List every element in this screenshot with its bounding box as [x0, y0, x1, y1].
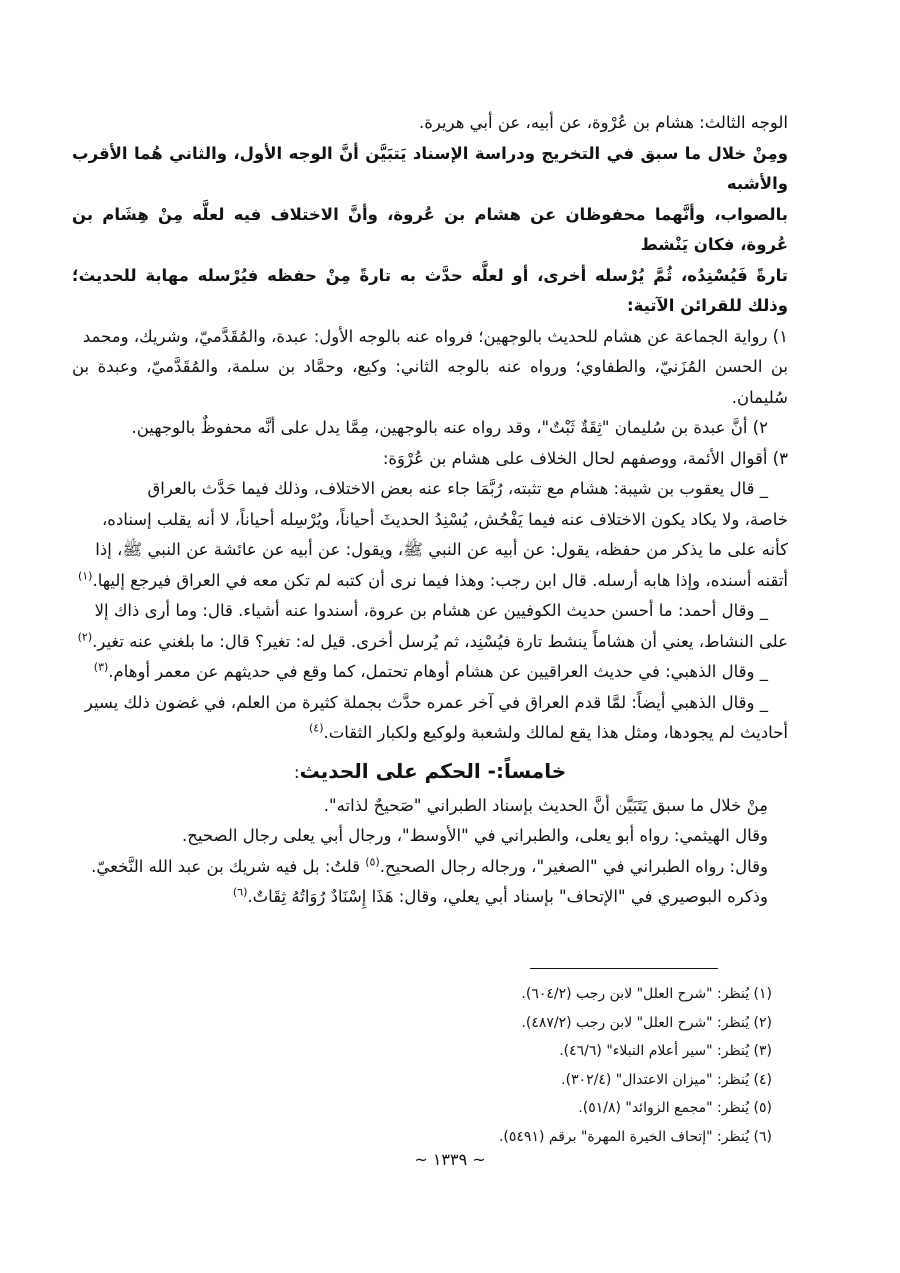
footnote-ref: (٢) — [77, 630, 93, 643]
text-line: ٢) أنَّ عبدة بن سُليمان "ثِقَةٌ ثَبْتٌ"، وقد رواه عنه بالوجهين، مِمَّا يدل على أنَّه محفوظٌ بالوجهين. — [131, 418, 768, 437]
text-line: وقال الهيثمي: رواه أبو يعلى، والطبراني في "الأوسط"، ورجال أبي يعلى رجال الصحيح. — [182, 826, 768, 845]
footnote: (٢) يُنظر: "شرح العلل" لابن رجب (٤٨٧/٢). — [521, 1014, 772, 1031]
footnote-ref: (٥) — [365, 855, 380, 868]
text-span: _ وقال الذهبي: في حديث العراقيين عن هشام أوهام تحتمل، كما وقع في حديثهم عن معمر أوهام. — [108, 662, 768, 681]
text-line: خاصة، ولا يكاد يكون الاختلاف عنه فيما يَفْحُش، يُسْنِدُ الحديثَ أحياناً، ويُرْسِله أحياناً، لا أنه يقلب إسناده، — [101, 509, 788, 529]
footnote: (٥) يُنظر: "مجمع الزوائد" (٥١/٨). — [578, 1100, 772, 1116]
heading-text: خامساً:- الحكم على الحديث — [299, 758, 567, 783]
text-line: _ وقال أحمد: ما أحسن حديث الكوفيين عن هشام بن عروة، أسندوا عنه أشياء. قال: وما أرى ذاك إلا — [94, 601, 768, 620]
text-line: بالصواب، وأنَّهما محفوظان عن هشام بن عُروة، وأنَّ الاختلاف فيه لعلَّه مِنْ هِشَام بن عُروة، فكان يَنْشط — [72, 204, 788, 254]
page-body — [72, 108, 788, 913]
text-line — [72, 718, 788, 749]
text-line: _ قال يعقوب بن شيبة: هشام مع تثبته، رُبَّمَا جاء عنه بعض الاختلاف، وذلك فيما حَدَّث بالعراق — [147, 479, 768, 498]
text-span: على النشاط، يعني أن هشاماً ينشط تارة فيُسْنِد، ثم يُرسل أخرى. قيل له: تغير؟ قال: ما بلغني عنه تغير. — [92, 631, 788, 651]
text-line: الوجه الثالث: هشام بن عُرْوة، عن أبيه، عن أبي هريرة. — [419, 113, 788, 132]
section-heading — [72, 753, 788, 791]
text-span: وقال: رواه الطبراني في "الصغير"، ورجاله رجال الصحيح. — [379, 856, 768, 876]
footnote: (٤) يُنظر: "ميزان الاعتدال" (٣٠٢/٤). — [561, 1071, 772, 1088]
footnote: (١) يُنظر: "شرح العلل" لابن رجب (٦٠٤/٢). — [521, 986, 772, 1002]
text-line: بن الحسن المُزَنيّ، والطفاوي؛ ورواه عنه بالوجه الثاني: وكيع، وحمَّاد بن سلمة، والمُقَدَّميّ، وعبدة بن سُليمان. — [72, 357, 788, 407]
footnote-ref: (٣) — [93, 660, 109, 674]
text-span: قلتُ: بل فيه شريك بن عبد الله النَّخعيّ. — [91, 856, 366, 876]
text-line: ومِنْ خلال ما سبق في التخريج ودراسة الإسناد يَتبَيَّن أنَّ الوجه الأول، والثاني هُما الأقرب والأشبه — [72, 143, 788, 193]
text-line: ١) رواية الجماعة عن هشام للحديث بالوجهين؛ فرواه عنه بالوجه الأول: عبدة، والمُقَدَّميّ، وشريك، ومحمد — [82, 326, 788, 346]
footnote: (٣) يُنظر: "سير أعلام النبلاء" (٤٦/٦). — [559, 1043, 772, 1059]
text-span: أتقنه أسنده، وإذا هابه أرسله. قال ابن رجب: وهذا فيما نرى أن كتبه لم تكن معه في العراق فيرجع إليها. — [92, 570, 788, 590]
text-line — [72, 852, 788, 883]
footnotes — [499, 980, 772, 1151]
page-number: ~ ١٣٣٩ ~ — [414, 1150, 486, 1169]
text-line: _ وقال الذهبي أيضاً: لمَّا قدم العراق في آخر عمره حدَّث بجملة كثيرة من العلم، في غضون ذلك يسير — [84, 692, 768, 712]
text-line — [72, 566, 788, 597]
heading-colon: : — [293, 762, 300, 783]
footnote-ref: (٦) — [232, 885, 248, 899]
text-line — [72, 882, 788, 913]
text-line: مِنْ خلال ما سبق يَتَبَيَّن أنَّ الحديث بإسناد الطبراني "صَحيحٌ لذاته". — [323, 795, 768, 815]
footnote-ref: (٤) — [308, 721, 324, 735]
footnote-ref: (١) — [77, 569, 93, 582]
text-line — [72, 657, 788, 688]
text-line — [72, 627, 788, 658]
text-line: تارةً فَيُسْنِدُه، ثُمَّ يُرْسله أخرى، أو لعلَّه حدَّث به تارةً مِنْ حفظه فيُرْسله مهابة للحديث؛ وذلك للقرائن الآتية: — [72, 265, 788, 315]
text-line: ٣) أقوال الأئمة، ووصفهم لحال الخلاف على هشام بن عُرْوَة: — [382, 448, 788, 468]
footnote-separator — [530, 968, 718, 969]
text-line: كأنه على ما يذكر من حفظه، يقول: عن أبيه عن النبي ﷺ، ويقول: عن أبيه عن عائشة عن النبي ﷺ، إذا — [95, 540, 788, 559]
footnote: (٦) يُنظر: "إتحاف الخيرة المهرة" برقم (٥٤٩١). — [498, 1128, 772, 1145]
text-span: أحاديث لم يجودها، ومثل هذا يقع لمالك ولشعبة ولوكيع ولكبار الثقات. — [323, 723, 788, 742]
text-span: وذكره البوصيري في "الإتحاف" بإسناد أبي يعلي، وقال: هَذَا إِسْنَادٌ رُوَاتُهُ ثِقَاتٌ. — [247, 887, 768, 906]
